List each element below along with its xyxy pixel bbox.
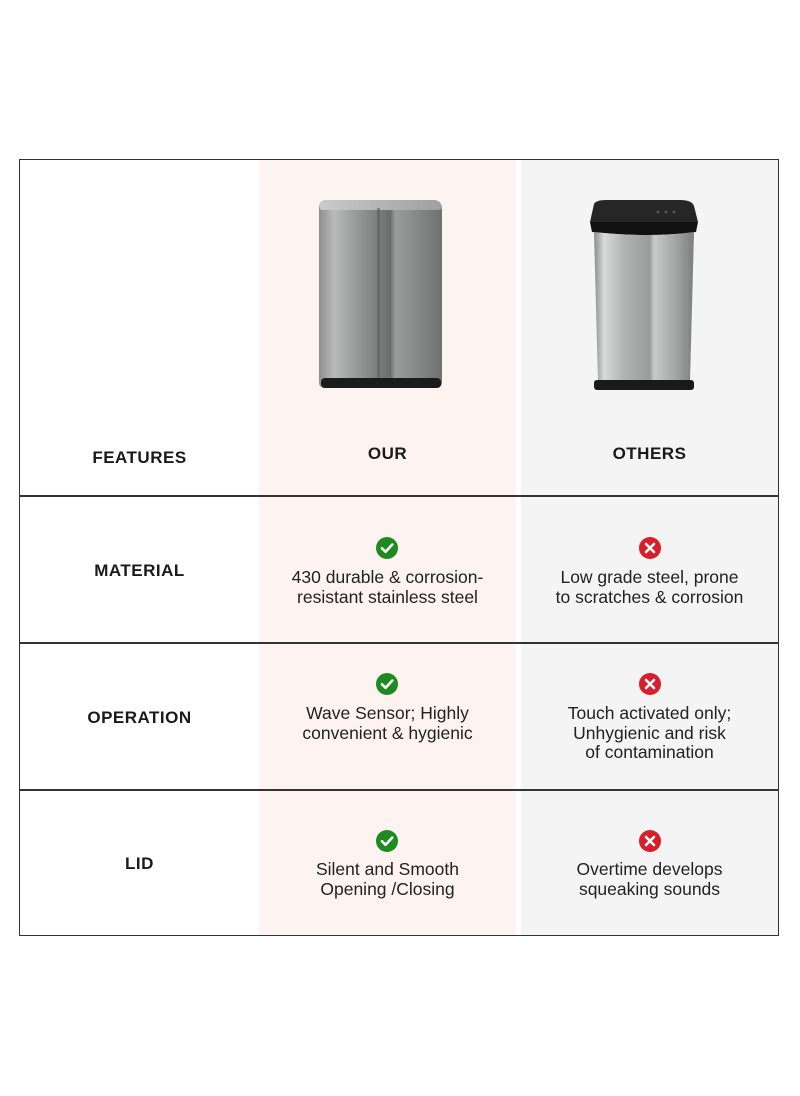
our-material-text bbox=[259, 568, 516, 607]
our-header: OUR bbox=[367, 444, 408, 463]
features-header: FEATURES bbox=[92, 448, 187, 467]
our-lid-text bbox=[259, 860, 516, 899]
row-divider bbox=[20, 789, 778, 791]
others-operation-line1: Touch activated only; bbox=[567, 703, 732, 723]
feature-label-operation: OPERATION bbox=[87, 708, 192, 727]
our-operation-line2: convenient & hygienic bbox=[302, 722, 473, 743]
others-material-line2: to scratches & corrosion bbox=[555, 586, 744, 607]
our-material-line2: resistant stainless steel bbox=[297, 586, 478, 607]
row-divider bbox=[20, 642, 778, 644]
others-material-text bbox=[521, 568, 778, 607]
others-operation-line3: of contamination bbox=[585, 742, 714, 762]
check-circle-icon bbox=[376, 537, 398, 559]
row-divider bbox=[20, 495, 778, 497]
check-circle-icon bbox=[376, 673, 398, 695]
others-operation-line2: Unhygienic and risk bbox=[573, 722, 726, 743]
feature-label-material: MATERIAL bbox=[94, 561, 185, 580]
others-header: OTHERS bbox=[612, 444, 687, 463]
comparison-table bbox=[19, 159, 779, 936]
our-material-line1: 430 durable & corrosion- bbox=[291, 567, 484, 587]
others-operation-text bbox=[521, 704, 778, 763]
others-material-line1: Low grade steel, prone bbox=[560, 567, 739, 587]
check-circle-icon bbox=[376, 830, 398, 852]
others-lid-text bbox=[521, 860, 778, 899]
our-operation-line1: Wave Sensor; Highly bbox=[306, 703, 469, 723]
our-lid-line1: Silent and Smooth bbox=[315, 859, 459, 879]
others-trash-can-image bbox=[580, 198, 710, 394]
x-circle-icon bbox=[639, 673, 661, 695]
our-operation-text bbox=[259, 704, 516, 743]
our-trash-can-image bbox=[315, 196, 445, 394]
others-lid-line1: Overtime develops bbox=[576, 859, 723, 879]
x-circle-icon bbox=[639, 537, 661, 559]
feature-label-lid: LID bbox=[125, 854, 154, 873]
our-lid-line2: Opening /Closing bbox=[320, 878, 455, 899]
others-lid-line2: squeaking sounds bbox=[578, 878, 721, 899]
x-circle-icon bbox=[639, 830, 661, 852]
